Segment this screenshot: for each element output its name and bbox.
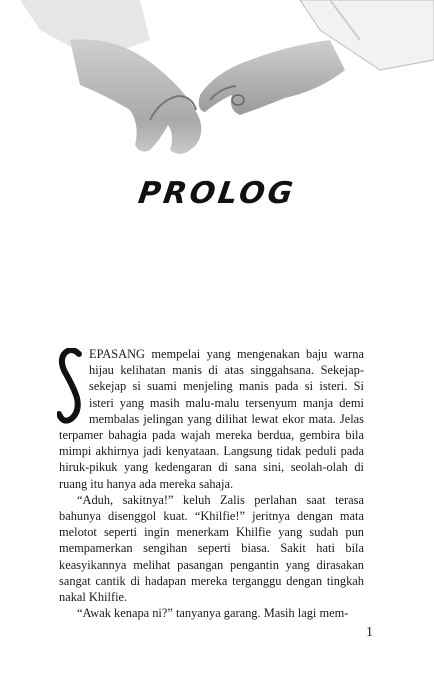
dropcap-s: [57, 348, 84, 424]
paragraph-1: EPASANG mempelai yang mengenakan baju warna hijau kelihatan manis di atas singgahsana. Sekejap-sekejap si suami menjeling manis pada si isteri. Si isteri yang masih malu-malu tersenyum manja demi membalas jelingan yang dilihat lewat ekor mata. Jelas terpamer bahagia pada wajah mereka berdua, gembira bila mimpi akhirnya jadi kenyataan. Langsung tidak peduli pada hiruk-pikuk yang kedengaran di sana sini, seolah-olah di ruang itu hanya ada mereka sahaja.: [59, 347, 364, 491]
paragraph-2: “Aduh, sakitnya!” keluh Zalis perlahan saat terasa bahunya disenggol kuat. “Khilfie!” jeritnya dengan mata melotot seperti ingin menerkam Khilfie yang sudah pun mempamerkan sengihan seperti biasa. Sakit hati bila keasyikannya melihat pasangan pengantin yang dirasakan sangat cantik di hadapan mereka terganggu dengan tingkah nakal Khilfie.: [59, 492, 364, 605]
paragraph-3: “Awak kenapa ni?” tanyanya garang. Masih lagi mem-: [77, 606, 349, 621]
page-number: 1: [366, 625, 373, 640]
chapter-title: PROLOG: [136, 176, 298, 211]
chapter-body: [59, 346, 364, 621]
header-hands-illustration: [0, 0, 434, 190]
